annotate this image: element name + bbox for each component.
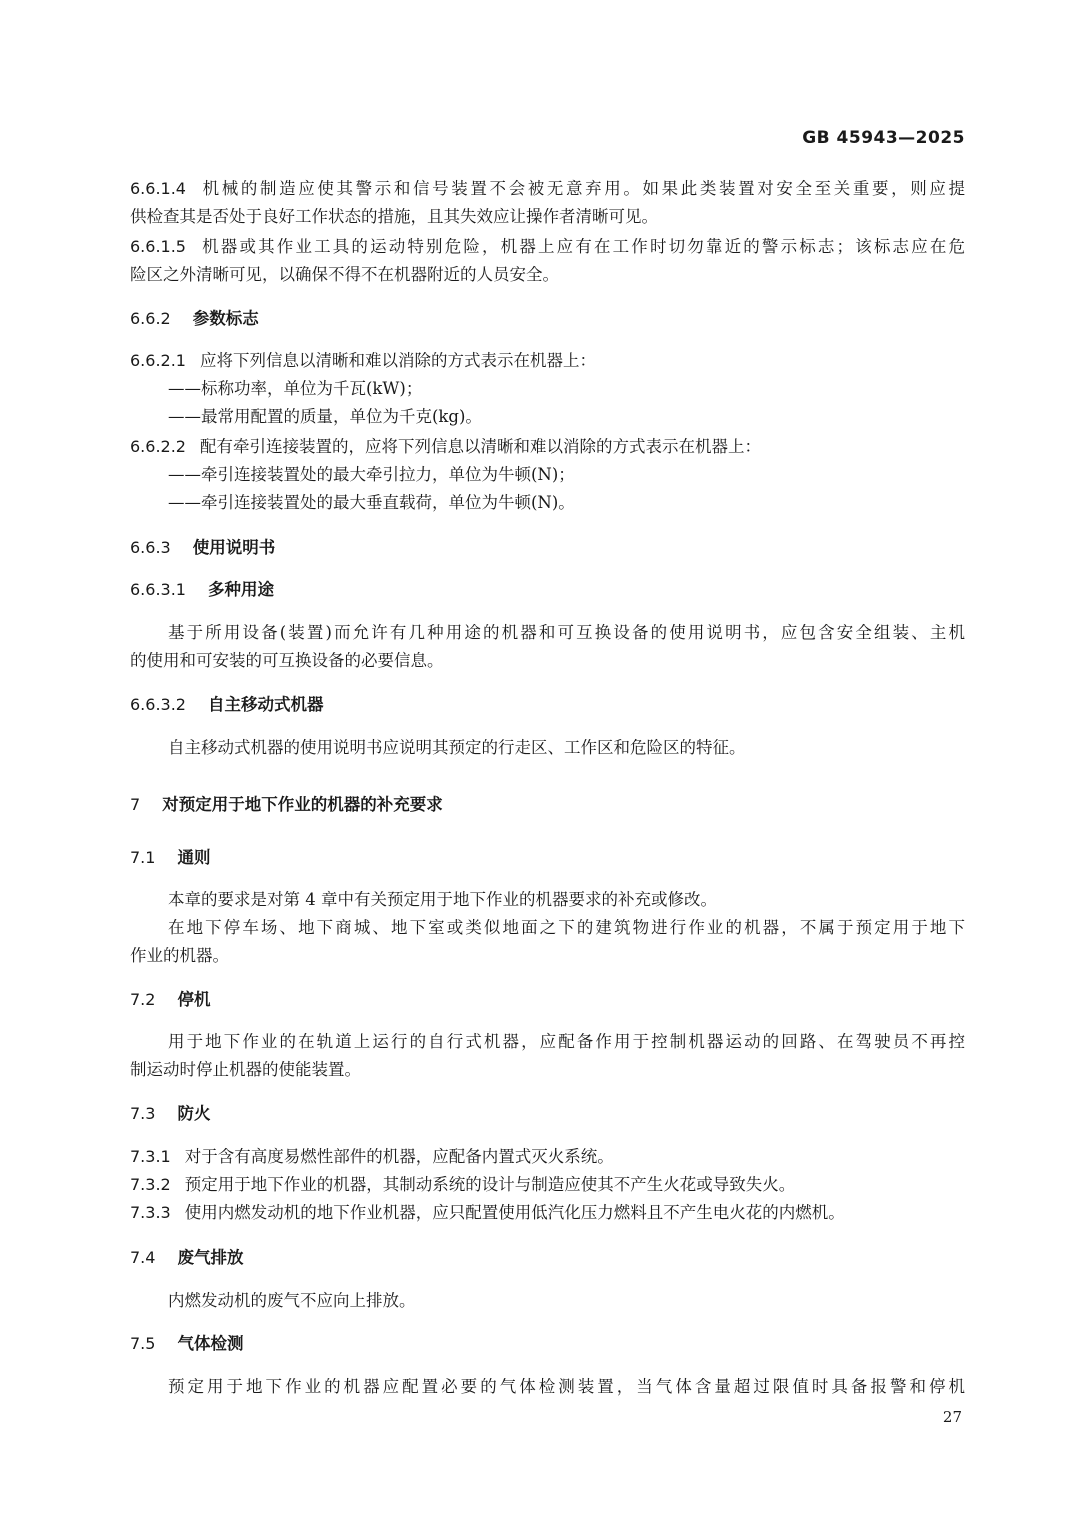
paragraph-71-line2: 在地下停车场、地下商城、地下室或类似地面之下的建筑物进行作业的机器，不属于预定用于地下 [168,918,965,937]
clause-6615-line1: 6.6.1.5 机器或其作业工具的运动特别危险，机器上应有在工作时切勿靠近的警示标志；该标志应在危 [130,237,965,256]
clause-6621: 6.6.2.1 应将下列信息以清晰和难以消除的方式表示在机器上： [130,351,596,370]
clause-6614-line2: 供检查其是否处于良好工作状态的措施，且其失效应让操作者清晰可见。 [130,207,658,226]
paragraph-6631-line2: 的使用和可安装的可互换设备的必要信息。 [130,651,444,670]
standard-code: GB 45943—2025 [802,128,965,148]
heading-662: 6.6.2 参数标志 [130,309,259,328]
list-item: ——最常用配置的质量，单位为千克(kg)。 [168,407,482,426]
paragraph-71-line3: 作业的机器。 [130,946,229,965]
heading-74: 7.4 废气排放 [130,1248,244,1267]
heading-7: 7 对预定用于地下作业的机器的补充要求 [130,795,443,814]
list-item: ——标称功率，单位为千瓦(kW)； [168,379,423,398]
paragraph-6632: 自主移动式机器的使用说明书应说明其预定的行走区、工作区和危险区的特征。 [168,738,746,757]
heading-73: 7.3 防火 [130,1104,211,1123]
clause-733: 7.3.3 使用内燃发动机的地下作业机器，应只配置使用低汽化压力燃料且不产生电火花的内燃机。 [130,1203,845,1222]
heading-71: 7.1 通则 [130,848,211,867]
clause-731: 7.3.1 对于含有高度易燃性部件的机器，应配备内置式灭火系统。 [130,1147,614,1166]
paragraph-74: 内燃发动机的废气不应向上排放。 [168,1291,416,1310]
clause-number: 6.6.1.4 [130,179,186,198]
heading-6632: 6.6.3.2 自主移动式机器 [130,695,324,714]
paragraph-72-line2: 制运动时停止机器的使能装置。 [130,1060,361,1079]
paragraph-75-line1: 预定用于地下作业的机器应配置必要的气体检测装置，当气体含量超过限值时具备报警和停机 [168,1377,965,1396]
heading-663: 6.6.3 使用说明书 [130,538,276,557]
clause-6622: 6.6.2.2 配有牵引连接装置的，应将下列信息以清晰和难以消除的方式表示在机器上： [130,437,761,456]
page-number: 27 [942,1408,962,1426]
heading-75: 7.5 气体检测 [130,1334,244,1353]
clause-number: 6.6.1.5 [130,237,186,256]
paragraph-71-line1: 本章的要求是对第 4 章中有关预定用于地下作业的机器要求的补充或修改。 [168,890,717,909]
paragraph-72-line1: 用于地下作业的在轨道上运行的自行式机器，应配备作用于控制机器运动的回路、在驾驶员不再控 [168,1032,965,1051]
clause-6615-line2: 险区之外清晰可见，以确保不得不在机器附近的人员安全。 [130,265,559,284]
list-item: ——牵引连接装置处的最大垂直载荷，单位为牛顿(N)。 [168,493,575,512]
heading-6631: 6.6.3.1 多种用途 [130,580,274,599]
clause-732: 7.3.2 预定用于地下作业的机器，其制动系统的设计与制造应使其不产生火花或导致失火。 [130,1175,796,1194]
paragraph-6631-line1: 基于所用设备(装置)而允许有几种用途的机器和可互换设备的使用说明书，应包含安全组装、主机 [168,623,965,642]
clause-6614-line1: 6.6.1.4 机械的制造应使其警示和信号装置不会被无意弃用。如果此类装置对安全至关重要，则应提 [130,179,965,198]
heading-72: 7.2 停机 [130,990,211,1009]
list-item: ——牵引连接装置处的最大牵引拉力，单位为牛顿(N)； [168,465,575,484]
